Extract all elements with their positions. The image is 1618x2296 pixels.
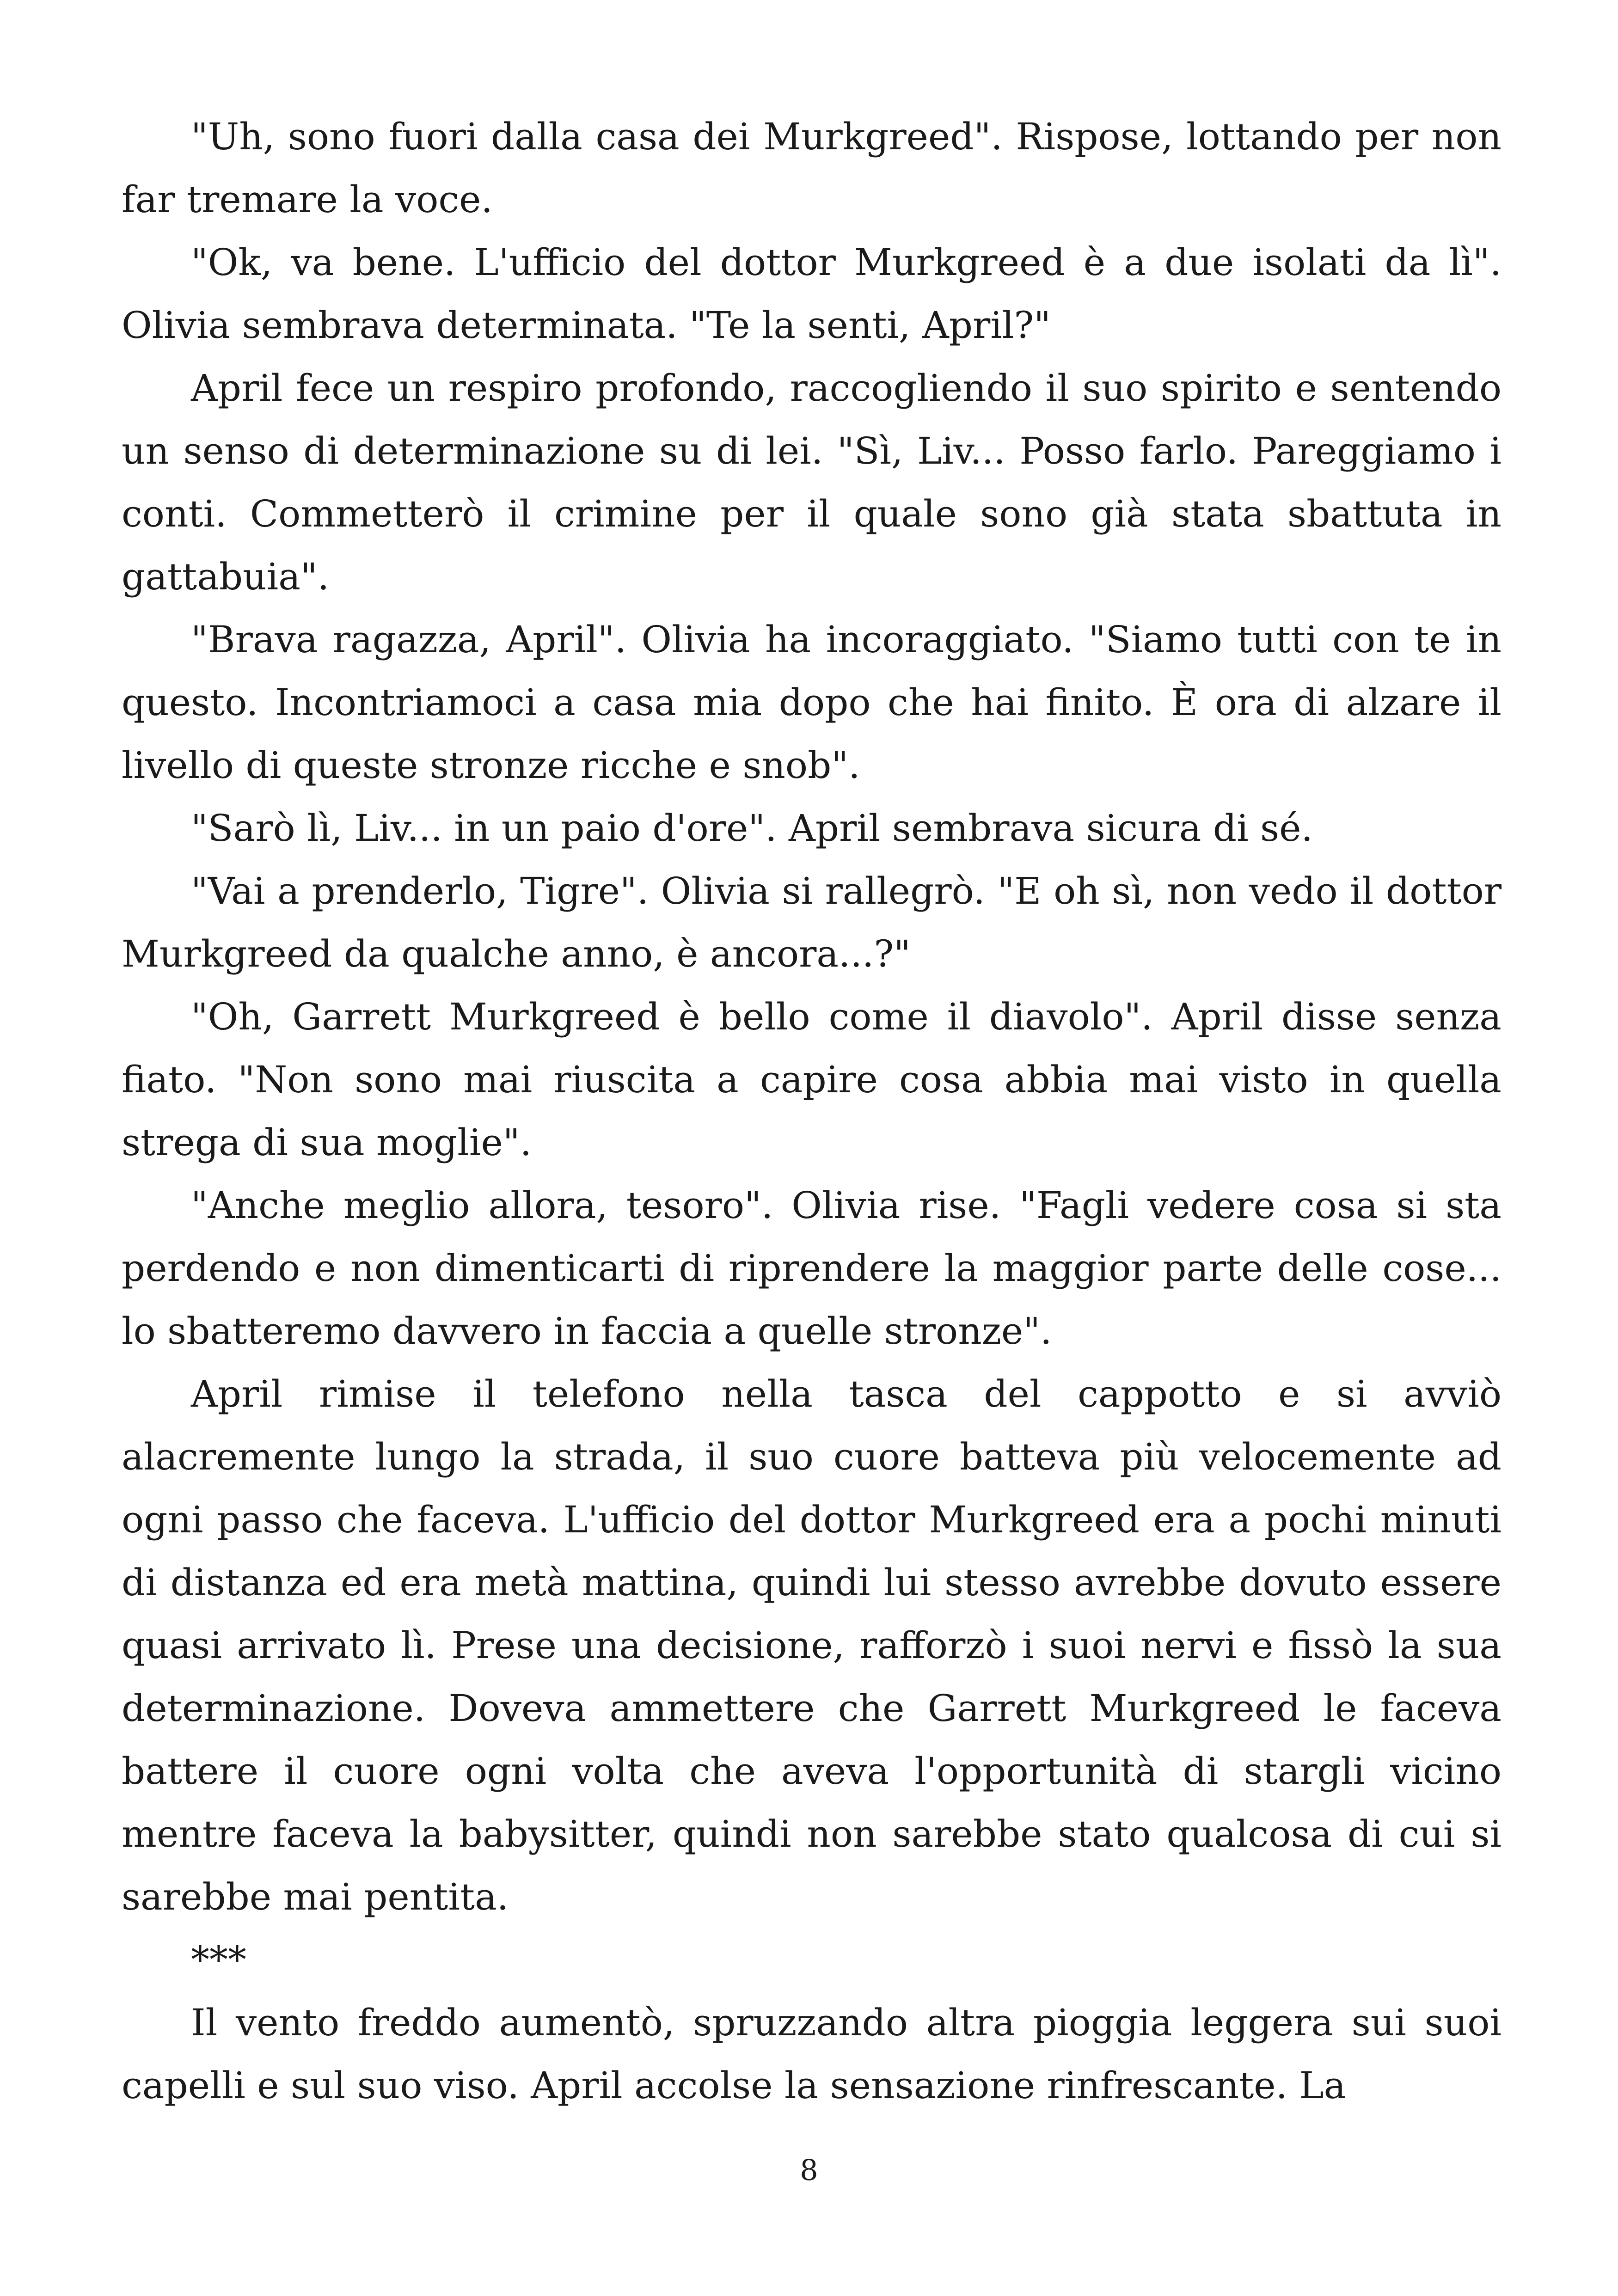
paragraph: Il vento freddo aumentò, spruzzando altra pioggia leggera sui suoi capelli e sul suo viso. April accolse la sensazione rinfrescante. La [122, 2001, 1502, 2107]
paragraph: "Ok, va bene. L'ufficio del dottor Murkgreed è a due isolati da lì". Olivia sembrava determinata. "Te la senti, April?" [122, 241, 1502, 347]
paragraph: "Brava ragazza, April". Olivia ha incoraggiato. "Siamo tutti con te in questo. Incontriamoci a casa mia dopo che hai finito. È ora di alzare il livello di queste stronze ricche e snob". [122, 618, 1502, 787]
paragraph: "Sarò lì, Liv... in un paio d'ore". April sembrava sicura di sé. [191, 807, 1313, 850]
paragraph: "Oh, Garrett Murkgreed è bello come il diavolo". April disse senza fiato. "Non sono mai riuscita a capire cosa abbia mai visto in quella strega di sua moglie". [122, 995, 1502, 1164]
body-text [122, 105, 1502, 2117]
paragraph: "Vai a prenderlo, Tigre". Olivia si rallegrò. "E oh sì, non vedo il dottor Murkgreed da qualche anno, è ancora...?" [122, 869, 1502, 975]
paragraph: April fece un respiro profondo, raccogliendo il suo spirito e sentendo un senso di determinazione su di lei. "Sì, Liv... Posso farlo. Pareggiamo i conti. Commetterò il crimine per il quale sono già stata sbattuta in gattabuia". [122, 367, 1502, 598]
paragraph: "Uh, sono fuori dalla casa dei Murkgreed". Rispose, lottando per non far tremare la voce. [122, 115, 1502, 221]
page-number: 8 [800, 2153, 818, 2187]
paragraph: "Anche meglio allora, tesoro". Olivia rise. "Fagli vedere cosa si sta perdendo e non dimenticarti di riprendere la maggior parte delle cose... lo sbatteremo davvero in faccia a quelle stronze". [122, 1184, 1502, 1353]
scene-separator: *** [191, 1938, 246, 1981]
paragraph: April rimise il telefono nella tasca del cappotto e si avviò alacremente lungo la strada, il suo cuore batteva più velocemente ad ogni passo che faceva. L'ufficio del dottor Murkgreed era a pochi minuti di distanza ed era metà mattina, quindi lui stesso avrebbe dovuto essere quasi arrivato lì. Prese una decisione, rafforzò i suoi nervi e fissò la sua determinazione. Doveva ammettere che Garrett Murkgreed le faceva battere il cuore ogni volta che aveva l'opportunità di stargli vicino mentre faceva la babysitter, quindi non sarebbe stato qualcosa di cui si sarebbe mai pentita. [122, 1372, 1502, 1918]
